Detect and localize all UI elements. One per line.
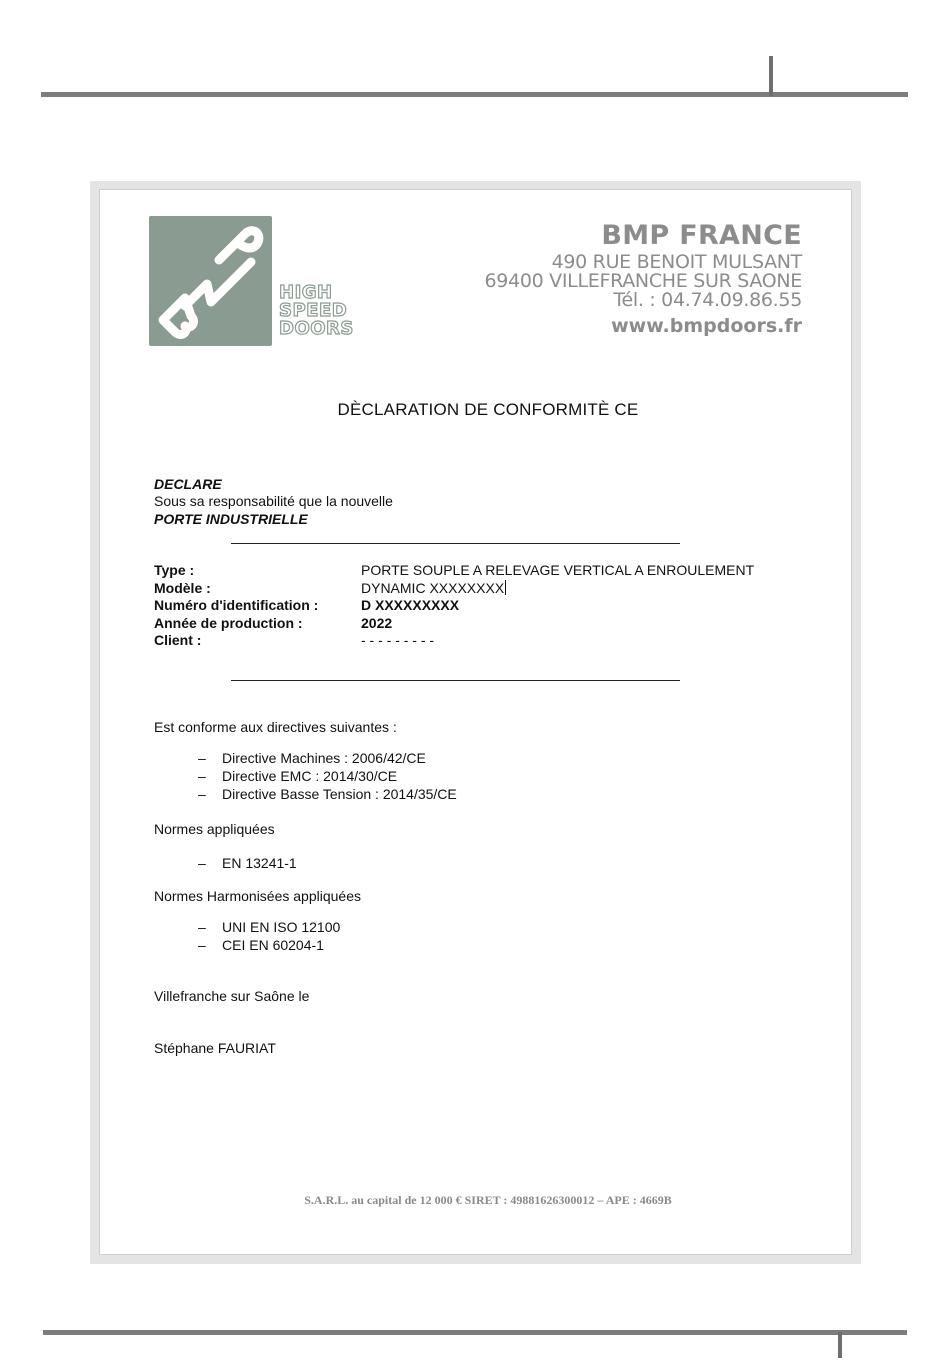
field-row-model	[154, 580, 754, 598]
field-value: PORTE SOUPLE A RELEVAGE VERTICAL A ENROULEMENT	[361, 562, 755, 578]
bottom-corner-tick	[838, 1332, 842, 1358]
list-item	[198, 785, 457, 803]
dash-marker: –	[198, 937, 206, 953]
norm-text: CEI EN 60204-1	[222, 937, 324, 953]
dash-marker: –	[198, 919, 206, 935]
declare-label: DECLARE	[154, 476, 222, 492]
document-title: DÈCLARATION DE CONFORMITÈ CE	[337, 400, 639, 419]
list-item	[198, 767, 457, 785]
field-label: Numéro d'identification :	[154, 597, 319, 614]
directive-text: Directive EMC : 2014/30/CE	[222, 768, 398, 784]
norm-text: UNI EN ISO 12100	[222, 919, 341, 935]
norms-heading: Normes appliquées	[154, 821, 275, 837]
list-item	[198, 918, 340, 936]
directive-text: Directive Machines : 2006/42/CE	[222, 750, 426, 766]
product-label: PORTE INDUSTRIELLE	[154, 511, 308, 527]
field-label: Type :	[154, 562, 195, 578]
signatory-name: Stéphane FAURIAT	[154, 1040, 276, 1056]
field-label: Modèle :	[154, 579, 211, 596]
top-rule	[41, 92, 908, 97]
company-phone: Tél. : 04.74.09.86.55	[613, 289, 802, 311]
tagline-line-3: DOORS	[279, 318, 354, 339]
list-item	[198, 936, 340, 954]
dash-marker: –	[198, 768, 206, 784]
tagline-line-2: SPEED	[279, 300, 348, 321]
field-row-client	[154, 632, 754, 650]
logo-tagline	[279, 284, 399, 338]
bottom-rule	[43, 1330, 907, 1335]
company-header	[485, 219, 803, 336]
dash-marker: –	[198, 750, 206, 766]
place-date: Villefranche sur Saône le	[154, 988, 310, 1004]
norms-list	[198, 854, 297, 872]
field-label: Client :	[154, 632, 202, 649]
field-value: - - - - - - - - -	[361, 632, 435, 649]
divider-top	[231, 543, 680, 544]
company-name: BMP FRANCE	[601, 220, 802, 251]
declare-sentence: Sous sa responsabilité que la nouvelle	[154, 493, 393, 509]
directives-heading: Est conforme aux directives suivantes :	[154, 719, 397, 735]
field-value-wrap	[361, 580, 506, 598]
field-label: Année de production :	[154, 614, 303, 631]
list-item	[198, 854, 297, 872]
bmp-logo-mark-icon	[149, 216, 272, 346]
legal-footer: S.A.R.L. au capital de 12 000 € SIRET : 49881626300012 – APE : 4669B	[304, 1193, 672, 1207]
field-row-identification	[154, 597, 754, 615]
dash-marker: –	[198, 786, 206, 802]
list-item	[198, 749, 457, 767]
norm-text: EN 13241-1	[222, 855, 297, 871]
field-value: DYNAMIC XXXXXXXX	[361, 579, 505, 596]
directives-list	[198, 749, 457, 803]
field-value: 2022	[361, 614, 393, 631]
company-address-line1: 490 RUE BENOIT MULSANT	[551, 251, 802, 273]
field-row-type	[154, 562, 754, 580]
company-website: www.bmpdoors.fr	[611, 315, 802, 337]
identification-fields	[154, 562, 754, 650]
harmonized-heading: Normes Harmonisées appliquées	[154, 888, 361, 904]
dash-marker: –	[198, 855, 206, 871]
top-corner-tick	[769, 56, 773, 96]
harmonized-list	[198, 918, 340, 954]
text-cursor	[505, 580, 506, 595]
directive-text: Directive Basse Tension : 2014/35/CE	[222, 786, 457, 802]
tagline-line-1: HIGH	[279, 282, 333, 303]
field-value: D XXXXXXXXX	[361, 597, 460, 614]
bmp-logo	[149, 216, 272, 346]
field-row-year	[154, 615, 754, 633]
divider-bottom	[231, 680, 680, 681]
company-address-line2: 69400 VILLEFRANCHE SUR SAONE	[484, 270, 802, 292]
